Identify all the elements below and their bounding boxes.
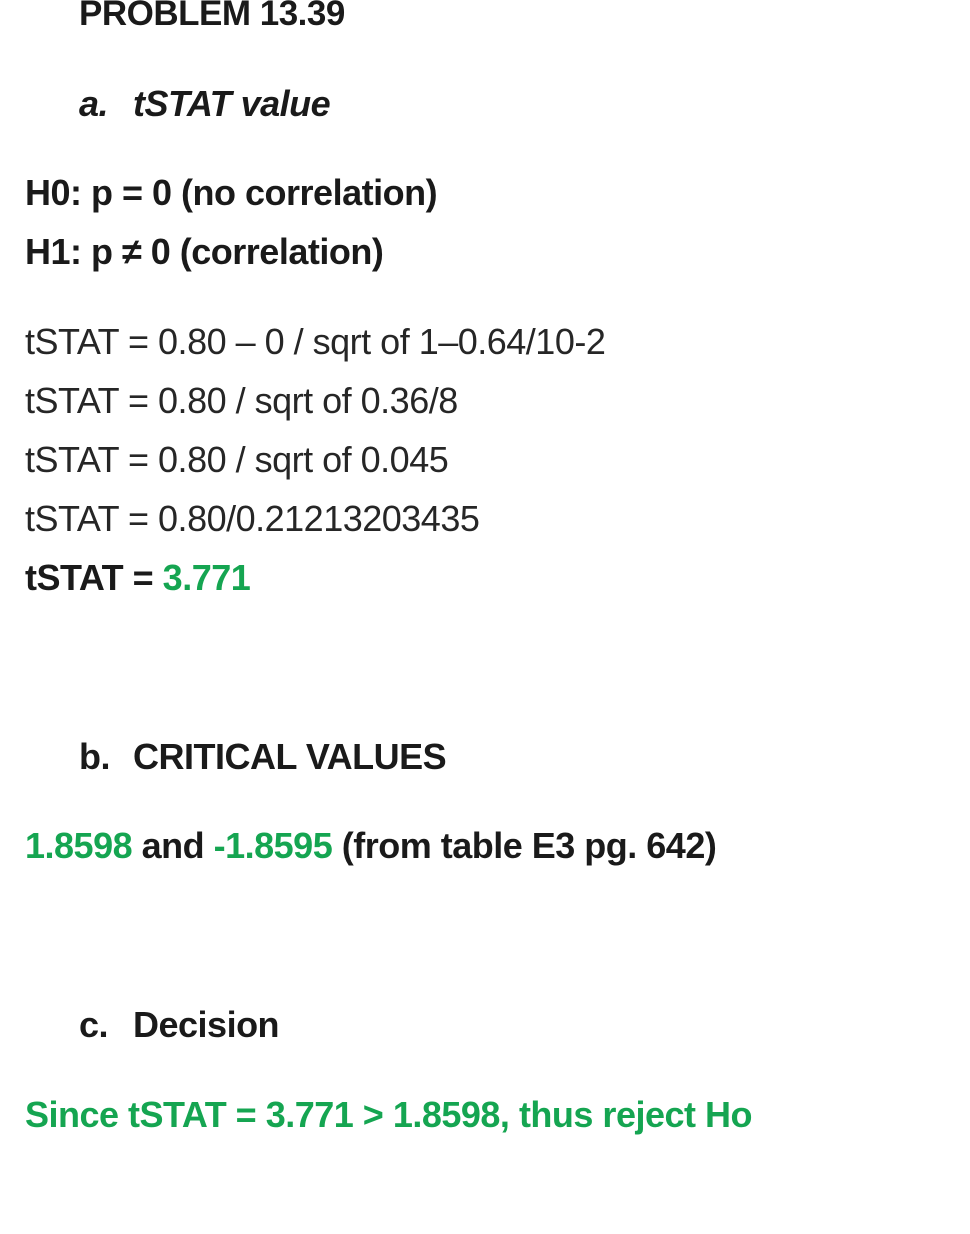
critical-values-connector: and xyxy=(132,825,214,866)
part-b-title: CRITICAL VALUES xyxy=(133,736,447,777)
part-c-letter: c. xyxy=(79,1004,109,1045)
critical-value-upper: 1.8598 xyxy=(25,825,133,866)
tstat-result-value: 3.771 xyxy=(162,557,251,598)
critical-values-source: (from table E3 pg. 642) xyxy=(332,825,717,866)
tstat-result xyxy=(25,557,251,598)
part-b-heading xyxy=(79,736,447,777)
part-c-title: Decision xyxy=(133,1004,280,1045)
part-a-letter: a. xyxy=(79,83,109,124)
calculation-step-3: tSTAT = 0.80 / sqrt of 0.045 xyxy=(25,439,449,480)
decision-statement: Since tSTAT = 3.771 > 1.8598, thus reject Ho xyxy=(25,1094,752,1135)
part-c-heading xyxy=(79,1004,280,1045)
part-b-letter: b. xyxy=(79,736,110,777)
calculation-step-2: tSTAT = 0.80 / sqrt of 0.36/8 xyxy=(25,380,458,421)
problem-title: PROBLEM 13.39 xyxy=(79,0,345,33)
calculation-step-1: tSTAT = 0.80 – 0 / sqrt of 1–0.64/10-2 xyxy=(25,321,606,362)
tstat-result-label: tSTAT = xyxy=(25,557,163,598)
part-a-title: tSTAT value xyxy=(133,83,331,124)
critical-values-line xyxy=(25,825,717,866)
calculation-step-4: tSTAT = 0.80/0.21213203435 xyxy=(25,498,480,539)
part-a-heading xyxy=(79,83,331,124)
critical-value-lower: -1.8595 xyxy=(213,825,333,866)
hypothesis-alternative: H1: p ≠ 0 (correlation) xyxy=(25,231,384,272)
hypothesis-null: H0: p = 0 (no correlation) xyxy=(25,172,438,213)
